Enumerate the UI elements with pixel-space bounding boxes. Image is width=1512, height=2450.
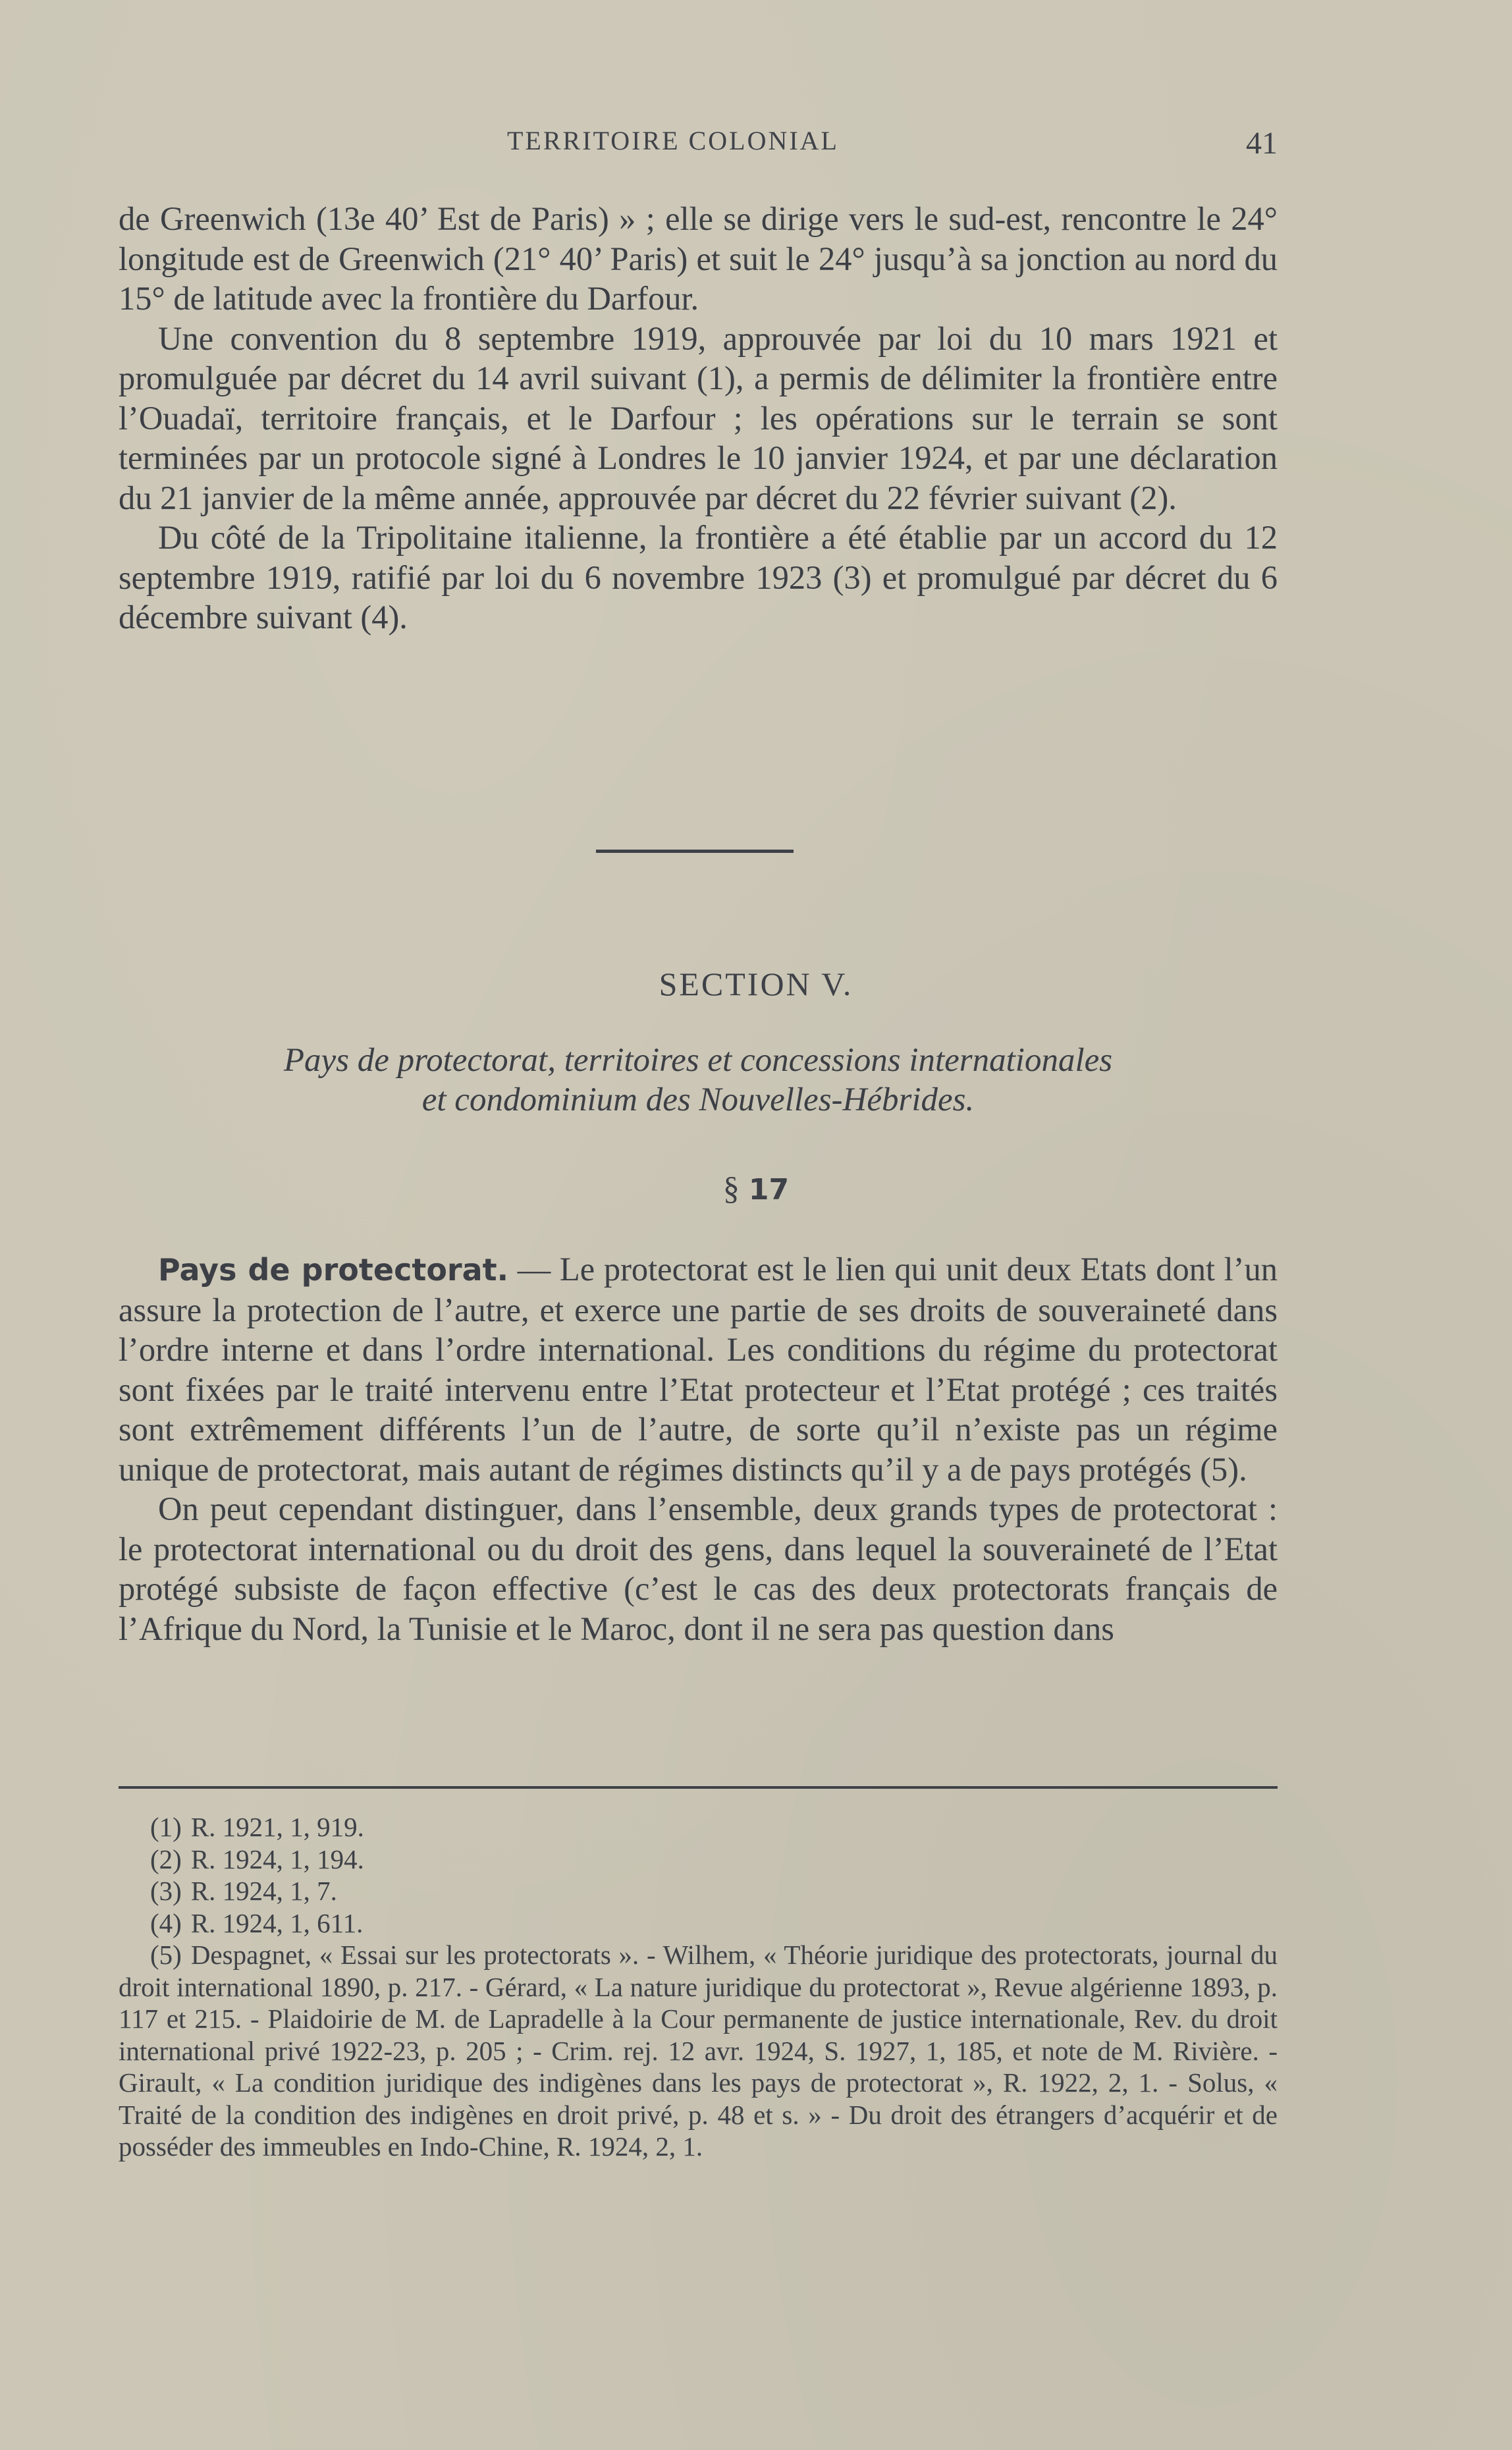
paragraph-tripolitaine: Du côté de la Tripolitaine italienne, la frontière a été établie par un accord du 12 septembre 1919, ratifié par loi du 6 novembre 1923 (3) et promulgué par décret du 6 décembre suivant (4). <box>119 519 1278 636</box>
footnote-3 <box>150 1875 1278 1907</box>
section-subtitle-line-2: et condominium des Nouvelles-Hébrides. <box>421 1081 975 1118</box>
section-heading: SECTION V. <box>659 966 853 1002</box>
footnote-2 <box>150 1843 1278 1876</box>
running-head <box>119 125 1278 171</box>
footnote-text: R. 1924, 1, 611. <box>190 1907 364 1938</box>
body-text-top <box>119 199 1278 638</box>
paragraph-protectorat-text: — Le protectorat est le lien qui unit deux Etats dont l’un assure la protection de l’autre, et exerce une partie de ses droits de souveraineté dans l’ordre interne et dans l’ordre international. Les conditions du régime du protectorat sont fixées par le traité intervenu entre l’Etat protecteur et l’Etat protégé ; ces traités sont extrêmement différents l’un de l’autre, de sorte qu’il n’existe pas un régime unique de protectorat, mais autant de régimes distincts qu’il y a de pays protégés (5). <box>119 1251 1278 1488</box>
footnote-separator-rule <box>119 1786 1278 1789</box>
running-title: TERRITOIRE COLONIAL <box>507 126 839 155</box>
paragraph-number: 17 <box>748 1173 790 1207</box>
footnote-5 <box>119 1939 1278 2163</box>
footnote-mark: (3) <box>150 1876 182 1906</box>
footnote-4 <box>150 1907 1278 1940</box>
footnote-text: Despagnet, « Essai sur les protectorats ». - Wilhem, « Théorie juridique des protectorats, journal du droit international 1890, p. 217. - Gérard, « La nature juridique du protectorat », Revue algérienne 1893, p. 117 et 215. - Plaidoirie de M. de Lapradelle à la Cour permanente de justice internationale, Rev. du droit international privé 1922-23, p. 205 ; - Crim. rej. 12 avr. 1924, S. 1927, 1, 185, et note de M. Rivière. - Girault, « La condition juridique des indigènes dans les pays de protectorat », R. 1922, 2, 1. - Solus, « Traité de la condition des indigènes en droit privé, p. 48 et s. » - Du droit des étrangers d’acquérir et de posséder des immeubles en Indo-Chine, R. 1924, 2, 1. <box>119 1940 1278 2162</box>
paragraph-protectorat-definition <box>119 1249 1278 1489</box>
paragraph-continuation: de Greenwich (13e 40’ Est de Paris) » ; elle se dirige vers le sud-est, rencontre le 24° longitude est de Greenwich (21° 40’ Paris) et suit le 24° jusqu’à sa jonction au nord du 15° de latitude avec la frontière du Darfour. <box>119 200 1278 317</box>
footnote-1 <box>150 1811 1278 1843</box>
paragraph-protectorat-types: On peut cependant distinguer, dans l’ensemble, deux grands types de protectorat : le protectorat international ou du droit des gens, dans lequel la souveraineté de l’Etat protégé subsiste de façon effective (c’est le cas des deux protectorats français de l’Afrique du Nord, la Tunisie et le Maroc, dont il ne sera pas question dans <box>119 1490 1278 1647</box>
footnote-mark: (1) <box>150 1812 182 1842</box>
paragraph-number-heading <box>0 1169 1512 1207</box>
run-in-heading: Pays de protectorat. <box>158 1252 509 1288</box>
footnote-text: R. 1924, 1, 7. <box>190 1876 337 1906</box>
body-text-main <box>119 1249 1278 1648</box>
section-subtitle-line-1: Pays de protectorat, territoires et concessions internationales <box>283 1042 1113 1079</box>
section-subtitle <box>119 1041 1278 1120</box>
footnote-text: R. 1921, 1, 919. <box>190 1812 364 1842</box>
footnote-mark: (4) <box>150 1907 182 1938</box>
section-sign: § <box>722 1170 740 1207</box>
section-divider-rule <box>596 850 794 853</box>
footnote-mark: (2) <box>150 1843 182 1874</box>
footnote-text: R. 1924, 1, 194. <box>190 1843 364 1874</box>
footnotes <box>119 1811 1278 2163</box>
paragraph-convention: Une convention du 8 septembre 1919, approuvée par loi du 10 mars 1921 et promulguée par décret du 14 avril suivant (1), a permis de délimiter la frontière entre l’Ouadaï, territoire français, et le Darfour ; les opérations sur le terrain se sont terminées par un protocole signé à Londres le 10 janvier 1924, et par une déclaration du 21 janvier de la même année, approuvée par décret du 22 février suivant (2). <box>119 319 1278 516</box>
footnote-mark: (5) <box>150 1940 182 1970</box>
page-number: 41 <box>1246 126 1278 161</box>
